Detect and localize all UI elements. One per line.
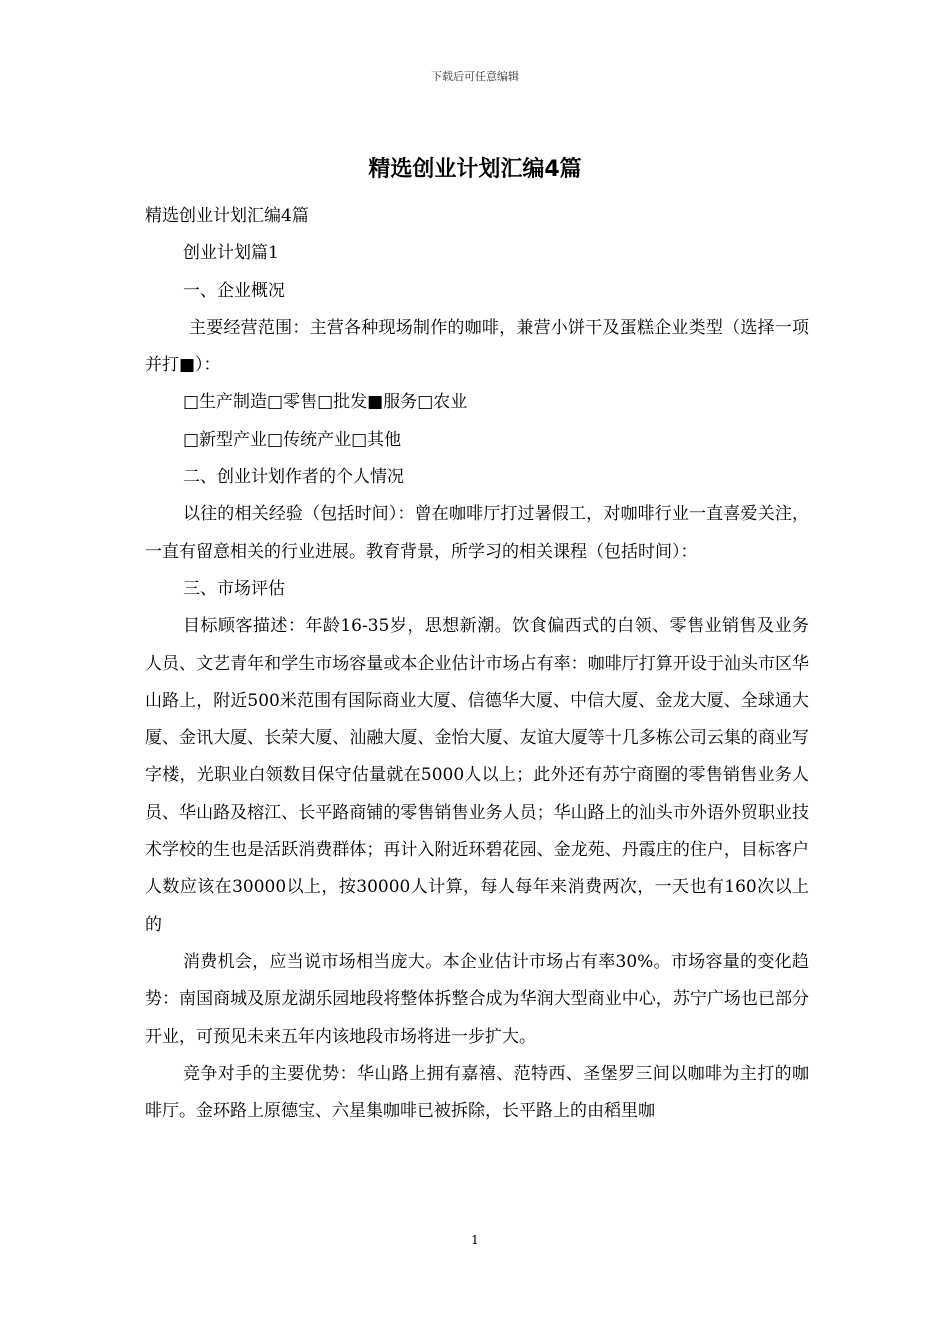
business-scope-paragraph: 主要经营范围：主营各种现场制作的咖啡，兼营小饼干及蛋糕企业类型（选择一项并打■）：	[145, 317, 809, 376]
business-type-options-row-1: □生产制造□零售□批发■服务□农业	[183, 392, 468, 413]
competitor-paragraph: 竞争对手的主要优势：华山路上拥有嘉禧、范特西、圣堡罗三间以咖啡为主打的咖啡厅。金环路上原德宝、六星集咖啡已被拆除，长平路上的由稻里咖	[145, 1063, 809, 1122]
section-heading-overview: 一、企业概况	[183, 280, 285, 301]
target-customer-paragraph: 目标顾客描述：年龄16-35岁，思想新潮。饮食偏西式的白领、零售业销售及业务人员、文艺青年和学生市场容量或本企业估计市场占有率：咖啡厅打算开设于汕头市区华山路上，附近500米范围有国际商业大厦、信德华大厦、中信大厦、金龙大厦、全球通大厦、金讯大厦、长荣大厦、汕融大厦、金怡大厦、友谊大厦等十几多栋公司云集的商业写字楼，光职业白领数目保守估量就在5000人以上；此外还有苏宁商圈的零售销售业务人员、华山路及榕江、长平路商铺的零售销售业务人员；华山路上的汕头市外语外贸职业技术学校的生也是活跃消费群体；再计入附近环碧花园、金龙苑、丹霞庄的住户，目标客户人数应该在30000以上，按30000人计算，每人每年来消费两次，一天也有160次以上的	[145, 616, 809, 935]
document-title: 精选创业计划汇编4篇	[368, 157, 582, 182]
section-heading-plan-1: 创业计划篇1	[183, 243, 279, 264]
section-heading-author: 二、创业计划作者的个人情况	[183, 467, 404, 488]
market-opportunity-paragraph: 消费机会，应当说市场相当庞大。本企业估计市场占有率30%。市场容量的变化趋势：南国商城及原龙湖乐园地段将整体拆整合成为华润大型商业中心，苏宁广场也已部分开业，可预见未来五年内该地段市场将进一步扩大。	[145, 951, 809, 1047]
section-heading-market: 三、市场评估	[183, 578, 285, 599]
page-number: 1	[471, 1233, 479, 1247]
business-type-options-row-2: □新型产业□传统产业□其他	[183, 429, 402, 450]
document-body	[145, 198, 809, 1130]
subtitle-paragraph: 精选创业计划汇编4篇	[145, 206, 309, 226]
header-note: 下载后可任意编辑	[431, 70, 519, 83]
experience-paragraph: 以往的相关经验（包括时间）：曾在咖啡厅打过暑假工，对咖啡行业一直喜爱关注，一直有留意相关的行业进展。教育背景，所学习的相关课程（包括时间）：	[145, 504, 809, 562]
